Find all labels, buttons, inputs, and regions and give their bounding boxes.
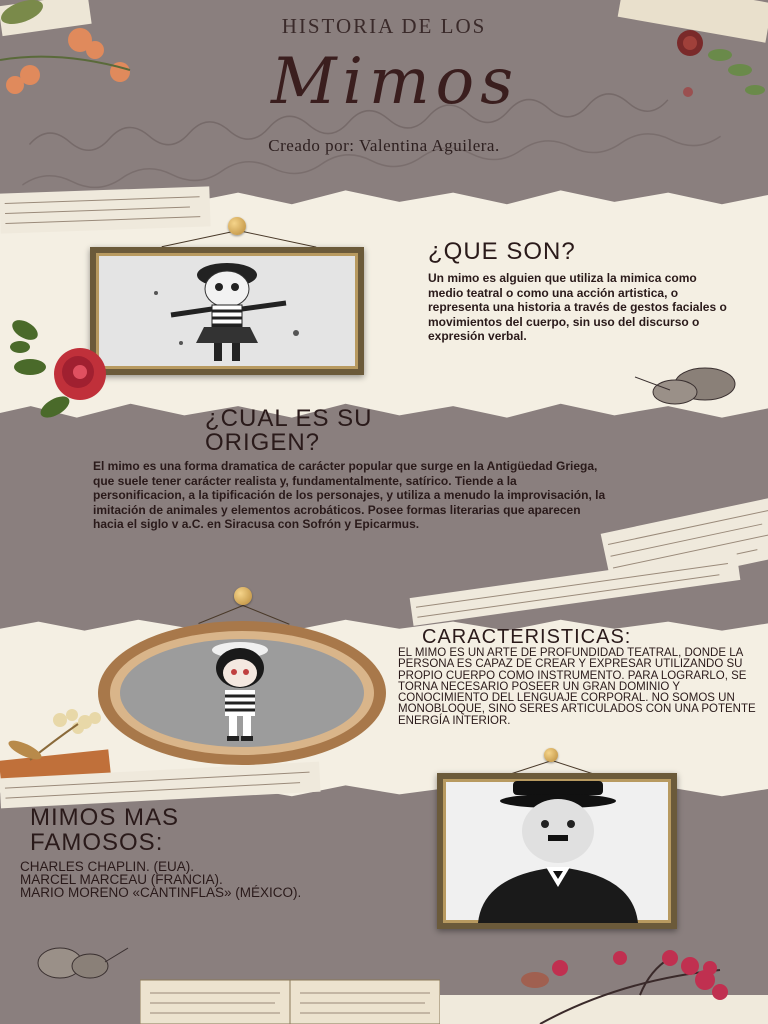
mime-portrait-oval-frame — [95, 618, 390, 768]
caracteristicas-body: EL MIMO ES UN ARTE DE PROFUNDIDAD TEATRAL, DONDE LA PERSONA ES CAPAZ DE CREAR Y EXPRESAR UTILIZANDO SU PROPIO CUERPO COMO INSTRUMENTO. PARA LOGRARLO, SE TORNA NECESARIO POSEER UN GRAN DOMINIO Y CONOCIMIENTO DEL LENGUAJE CORPORAL. NO SOMOS UN MONOBLOQUE, SINO SERES ARTICULADOS CON UNA POTENTE ENERGÍA INTERIOR. — [398, 647, 756, 727]
famosos-list — [20, 860, 450, 899]
chaplin-portrait-frame — [437, 773, 677, 929]
mime-portrait-frame-1 — [90, 247, 364, 375]
author-credit: Creado por: Valentina Aguilera. — [268, 136, 500, 155]
frame-1-pin — [228, 217, 246, 235]
que-son-heading: ¿QUE SON? — [428, 238, 576, 265]
frame-3-pin — [544, 748, 558, 762]
title-script-mimos: Mimos — [270, 45, 520, 119]
famoso-item: CHARLES CHAPLIN. (EUA). — [20, 859, 195, 874]
origen-body: El mimo es una forma dramatica de carácter popular que surge en la Antigüedad Griega, que suele tener carácter realista y, fundamentalmente, satírico. Tiende a la personificacion, a la tipificación de los personajes, y utiliza a menudo la improvisación, la imitación de animales y elementos acrobáticos. Posee formas literarias que aparecen hacia el siglo v a.C. en Siracusa con Sofrón y Epicarmus. — [93, 459, 606, 531]
butterfly-icon — [630, 362, 740, 412]
newsprint-texture — [0, 186, 211, 233]
newsprint-strip-mid — [410, 552, 741, 626]
que-son-body: Un mimo es alguien que utiliza la mimica como medio teatral o como una acción artistica, o representa una historia a través de gestos faciales o movimientos del cuerpo, sin uso del discurso o expresión verbal. — [428, 271, 727, 343]
mime-girl-illustration — [96, 253, 358, 369]
newsprint-texture-3 — [410, 552, 741, 626]
bottom-right-flowers-decoration — [440, 940, 768, 1024]
famosos-heading: MIMOS MAS FAMOSOS: — [30, 804, 180, 856]
origen-heading: ¿CUAL ES SU ORIGEN? — [205, 405, 373, 456]
caracteristicas-heading: CARACTERISTICAS: — [422, 626, 632, 648]
famoso-item: MARIO MORENO «CANTINFLAS» (MÉXICO). — [20, 885, 302, 900]
butterfly-icon-bottom — [20, 938, 130, 988]
open-book-decoration — [140, 975, 440, 1024]
frame-2-pin — [234, 587, 252, 605]
title-top-line: HISTORIA DE LOS — [281, 14, 487, 38]
newsprint-strip-top — [0, 186, 211, 233]
red-rose-decoration — [0, 312, 130, 432]
chaplin-photo — [443, 779, 671, 923]
famoso-item: MARCEL MARCEAU (FRANCIA). — [20, 872, 223, 887]
